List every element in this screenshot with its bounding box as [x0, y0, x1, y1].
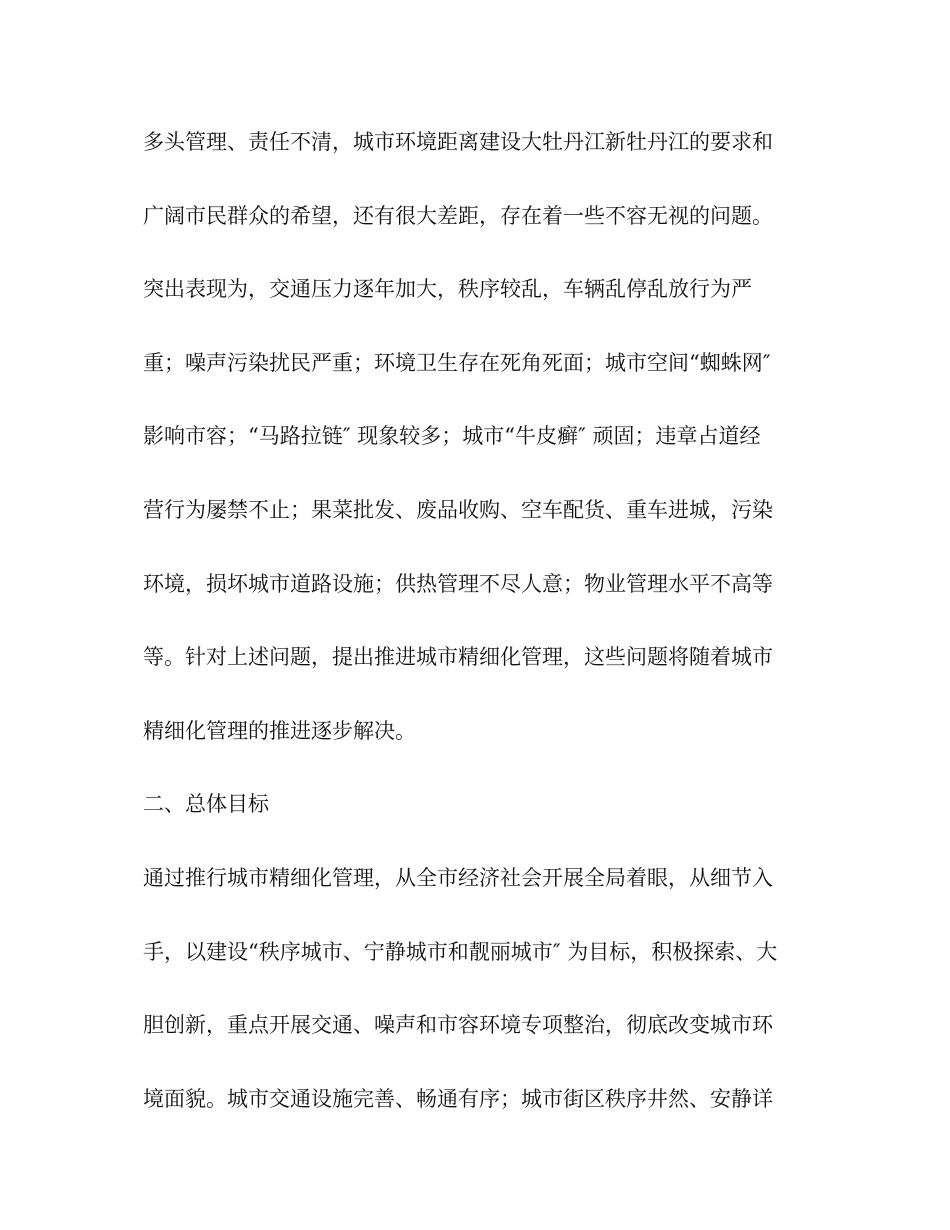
text-line: 等。针对上述问题，提出推进城市精细化管理，这些问题将随着城市: [143, 645, 773, 670]
text-line: 广阔市民群众的希望，还有很大差距，存在着一些不容无视的问题。: [143, 203, 773, 228]
text-line: 境面貌。城市交通设施完善、畅通有序；城市街区秩序井然、安静详: [143, 1086, 773, 1111]
text-line: 突出表现为，交通压力逐年加大，秩序较乱，车辆乱停乱放行为严: [143, 277, 752, 302]
text-line: 重；噪声污染扰民严重；环境卫生存在死角死面；城市空间“蜘蛛网″: [143, 350, 771, 375]
text-line: 影响市容；“马路拉链″ 现象较多；城市“牛皮癣″ 顽固；违章占道经: [143, 424, 761, 449]
text-line: 环境，损坏城市道路设施；供热管理不尽人意；物业管理水平不高等: [143, 571, 773, 596]
text-line: 胆创新，重点开展交通、噪声和市容环境专项整治，彻底改变城市环: [143, 1013, 773, 1038]
text-line: 精细化管理的推进逐步解决。: [143, 718, 416, 743]
text-line: 通过推行城市精细化管理，从全市经济社会开展全局着眼，从细节入: [143, 865, 773, 890]
text-line: 营行为屡禁不止；果菜批发、废品收购、空车配货、重车进城，污染: [143, 497, 773, 522]
text-line: 手，以建设“秩序城市、宁静城市和靓丽城市″ 为目标，积极探索、大: [143, 939, 778, 964]
text-line: 多头管理、责任不清，城市环境距离建设大牡丹江新牡丹江的要求和: [143, 130, 773, 154]
section-heading: 二、总体目标: [143, 792, 269, 817]
body-text: [143, 124, 823, 1154]
